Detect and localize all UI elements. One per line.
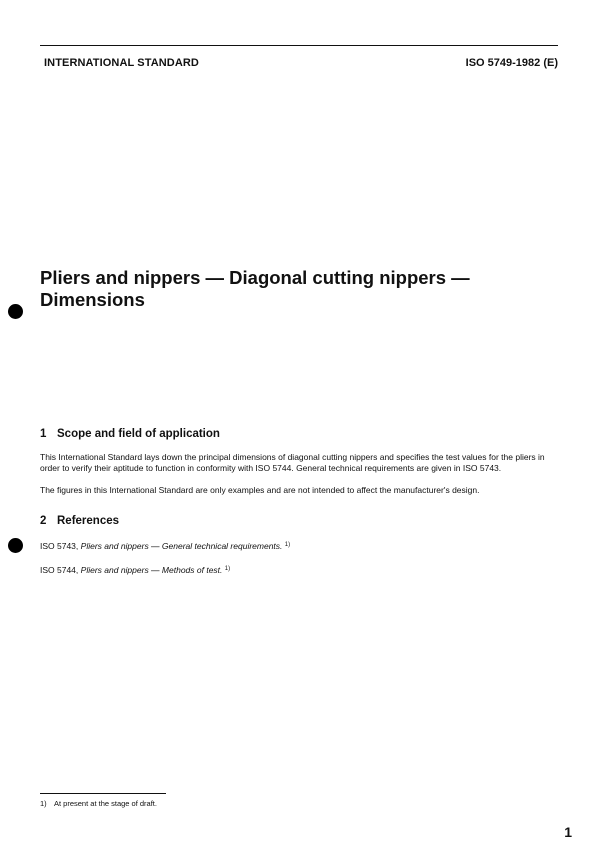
header-standard-label: INTERNATIONAL STANDARD: [44, 57, 199, 69]
page-header: [40, 45, 558, 69]
reference-item: [40, 564, 230, 576]
footnote-reference[interactable]: 1): [284, 542, 291, 548]
punch-hole-mark: [8, 538, 23, 553]
header-document-id: ISO 5749-1982 (E): [465, 57, 558, 69]
footnote-marker: 1): [40, 799, 47, 808]
reference-title: Pliers and nippers — Methods of test.: [80, 565, 223, 575]
document-title: [40, 267, 560, 311]
title-line-1: Pliers and nippers — Diagonal cutting nippers —: [40, 267, 470, 288]
reference-code: ISO 5744,: [40, 565, 79, 575]
figures-note-paragraph: The figures in this International Standard are only examples and are not intended to affect the manufacturer's design.: [40, 485, 480, 495]
reference-code: ISO 5743,: [40, 541, 79, 551]
section-number: 1: [40, 428, 47, 440]
page-number: 1: [564, 824, 572, 840]
punch-hole-mark: [8, 304, 23, 319]
section-title: Scope and field of application: [57, 428, 220, 440]
scope-paragraph: This International Standard lays down the principal dimensions of diagonal cutting nippers and specifies the test values for the pliers in order to verify their aptitude to function in conformity with ISO 5744. General technical requirements are given in ISO 5743.: [40, 452, 545, 473]
section-1-heading: [40, 428, 220, 440]
footnote-divider: [40, 793, 166, 794]
reference-item: [40, 540, 290, 552]
footnote-reference[interactable]: 1): [224, 566, 231, 572]
reference-title: Pliers and nippers — General technical requirements.: [80, 541, 283, 551]
section-2-heading: [40, 515, 119, 527]
section-number: 2: [40, 515, 47, 527]
section-title: References: [57, 515, 120, 527]
footnote: [40, 799, 157, 808]
footnote-text: At present at the stage of draft.: [54, 799, 157, 808]
title-line-2: Dimensions: [40, 289, 145, 310]
